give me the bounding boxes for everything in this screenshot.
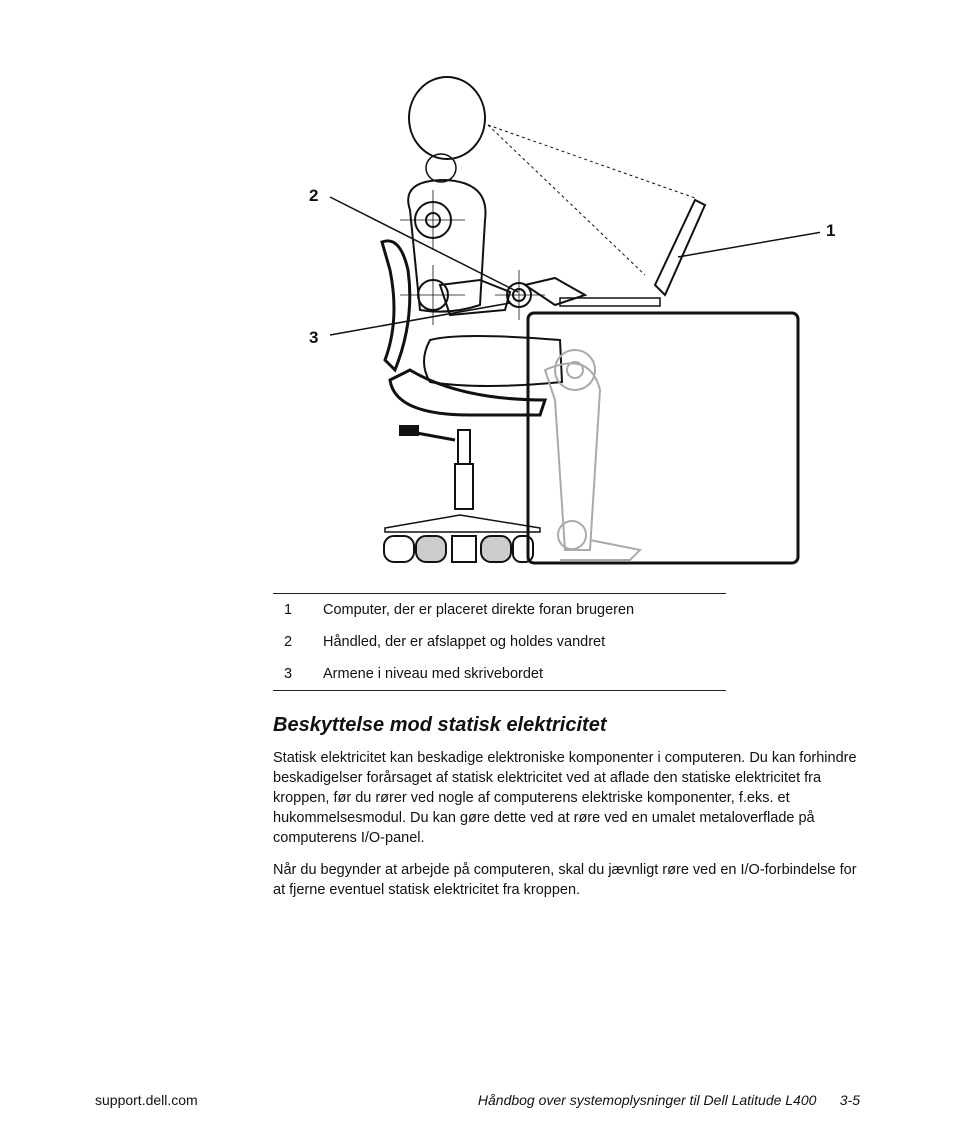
- callout-2: 2: [309, 186, 319, 205]
- legend-text: Armene i niveau med skrivebordet: [323, 666, 544, 682]
- footer-url: support.dell.com: [95, 1092, 198, 1108]
- legend-text: Computer, der er placeret direkte foran brugeren: [323, 602, 635, 618]
- legend-row: [273, 626, 726, 658]
- paragraph-static-discharge: Statisk elektricitet kan beskadige elektroniske komponenter i computeren. Du kan forhindre beskadigelser forårsaget af statisk elektricitet ved at aflade den statiske elektricitet fra kroppen, før du rører ved nogle af computerens elektriske komponenter, f.eks. et hukommelsesmodul. Du kan gøre dette ved at røre ved en umalet metaloverflade på computerens I/O-panel.: [273, 750, 857, 846]
- laptop-screen: [655, 200, 705, 295]
- legend-row: [273, 594, 726, 626]
- chair-back: [382, 241, 410, 370]
- legend-number: 2: [284, 634, 293, 650]
- head-shape: [409, 77, 485, 159]
- legend-row: [273, 658, 726, 690]
- chair-seat: [390, 370, 545, 415]
- legend-number: 1: [284, 602, 293, 618]
- callout-3: 3: [309, 328, 319, 347]
- paragraph-io-connector: Når du begynder at arbejde på computeren, skal du jævnligt røre ved en I/O-forbindelse for at fjerne eventuel statisk elektricitet fra kroppen.: [273, 862, 857, 898]
- ergonomic-posture-illustration: [300, 70, 820, 570]
- section-heading: Beskyttelse mod statisk elektricitet: [273, 714, 607, 736]
- callout-legend-table: [273, 593, 726, 691]
- legend-text: Håndled, der er afslappet og holdes vandret: [323, 634, 606, 650]
- legend-number: 3: [284, 666, 293, 682]
- footer-page-title: Håndbog over systemoplysninger til Dell Latitude L400 3-5: [477, 1092, 860, 1108]
- callout-1: 1: [826, 221, 836, 240]
